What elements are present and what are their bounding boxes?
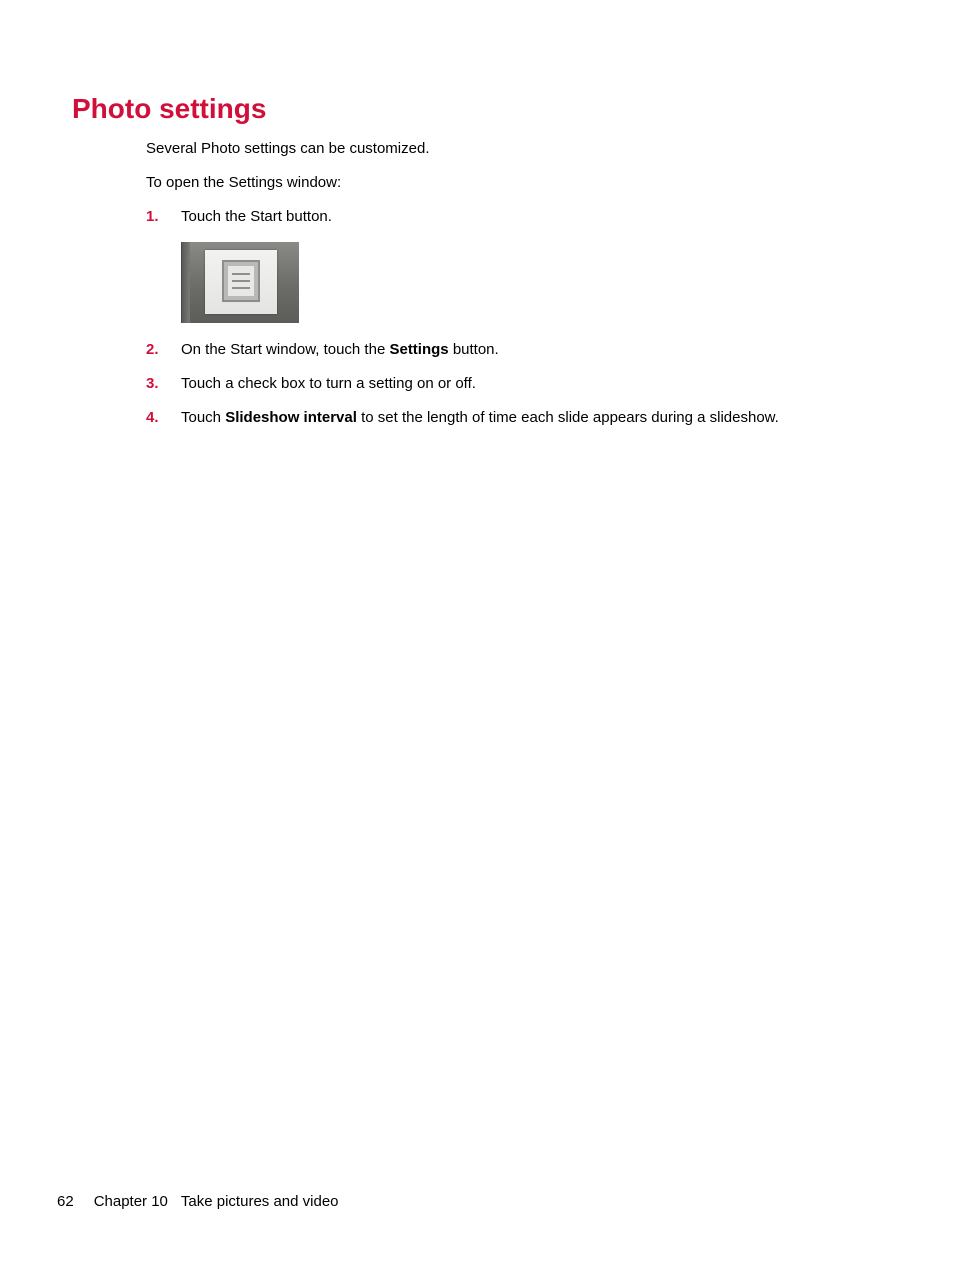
step-text: Touch a check box to turn a setting on or off.: [181, 375, 476, 392]
intro-paragraph: Several Photo settings can be customized.: [146, 140, 430, 157]
step-number: 2.: [146, 341, 159, 358]
chapter-title: Take pictures and video: [180, 1193, 339, 1210]
start-button-screenshot: [181, 242, 299, 323]
settings-button-label: Settings: [389, 341, 449, 358]
slideshow-interval-label: Slideshow interval: [225, 409, 357, 426]
step-number: 4.: [146, 409, 159, 426]
page-footer: [57, 1193, 339, 1211]
step-text: On the Start window, touch the Settings button.: [181, 341, 499, 358]
step-text: Touch Slideshow interval to set the length of time each slide appears during a slideshow.: [181, 409, 779, 426]
start-menu-icon: [222, 260, 260, 302]
step-number: 3.: [146, 375, 159, 392]
chapter-label: Chapter 10: [93, 1193, 168, 1210]
step-text: Touch the Start button.: [181, 208, 332, 225]
step-number: 1.: [146, 208, 159, 225]
page-title: Photo settings: [72, 93, 267, 124]
page-number: 62: [57, 1193, 74, 1210]
instruction-paragraph: To open the Settings window:: [146, 174, 342, 191]
